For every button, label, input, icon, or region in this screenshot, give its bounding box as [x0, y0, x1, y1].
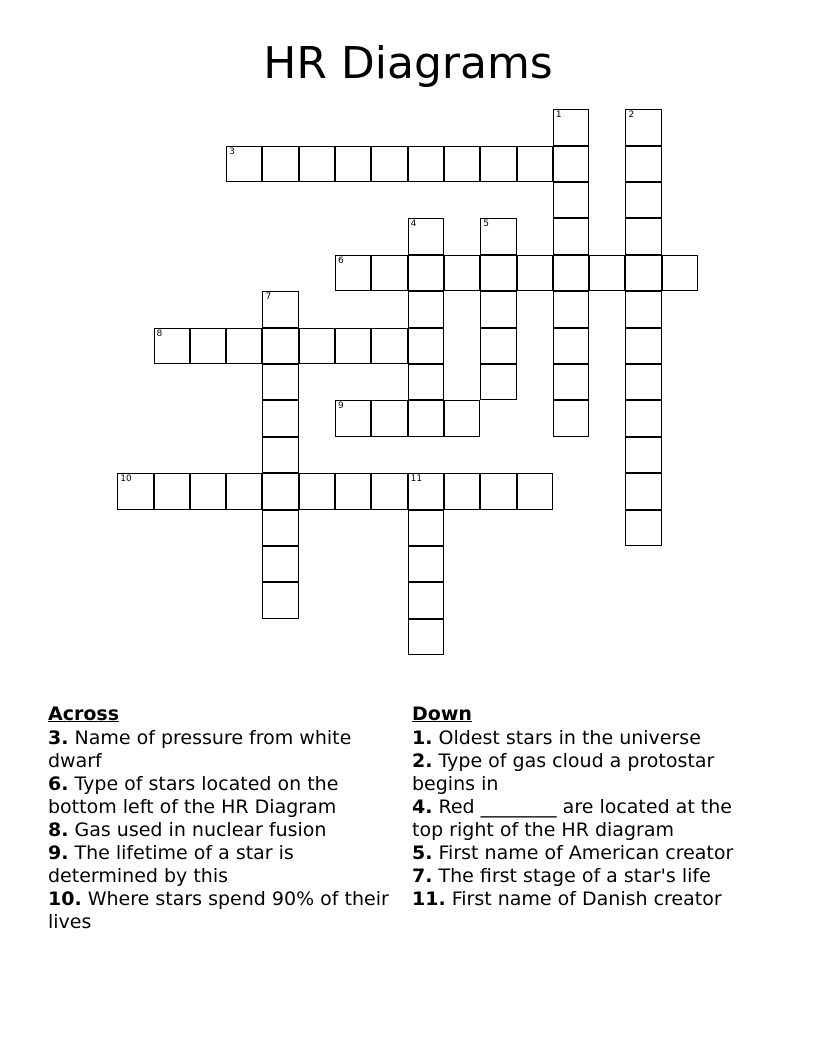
- clue-text: Type of gas cloud a protostar begins in: [412, 750, 715, 795]
- grid-cell[interactable]: [444, 473, 480, 509]
- clue-number-label: 1.: [412, 727, 433, 749]
- grid-cell[interactable]: [517, 255, 553, 291]
- grid-cell[interactable]: [625, 146, 661, 182]
- clue-number: 11: [410, 474, 423, 485]
- clue-text: Type of stars located on the bottom left of the HR Diagram: [48, 773, 339, 818]
- grid-cell[interactable]: [335, 328, 371, 364]
- across-clues: [48, 703, 398, 934]
- clue-number-label: 2.: [412, 750, 433, 772]
- down-clue: [412, 750, 762, 796]
- grid-cell[interactable]: [553, 328, 589, 364]
- grid-cell[interactable]: [553, 291, 589, 327]
- clue-text: The first stage of a star's life: [438, 865, 711, 887]
- clue-number: 4: [410, 219, 417, 230]
- grid-cell[interactable]: [408, 255, 444, 291]
- grid-cell[interactable]: [625, 182, 661, 218]
- clue-text: First name of American creator: [438, 842, 734, 864]
- clue-number-label: 10.: [48, 888, 82, 910]
- grid-cell[interactable]: [335, 473, 371, 509]
- grid-cell[interactable]: [154, 328, 190, 364]
- grid-cell[interactable]: [444, 146, 480, 182]
- grid-cell[interactable]: [335, 146, 371, 182]
- grid-cell[interactable]: [408, 619, 444, 655]
- clue-number-label: 3.: [48, 727, 69, 749]
- across-clue: [48, 842, 398, 888]
- clue-number-label: 9.: [48, 842, 69, 864]
- clue-number: 3: [229, 146, 235, 157]
- grid-cell[interactable]: [262, 328, 298, 364]
- grid-cell[interactable]: [371, 146, 407, 182]
- grid-cell[interactable]: [408, 328, 444, 364]
- grid-cell[interactable]: [625, 255, 661, 291]
- puzzle-title: HR Diagrams: [263, 38, 553, 89]
- clue-number: 2: [628, 110, 635, 121]
- grid-cell[interactable]: [480, 364, 516, 400]
- grid-cell[interactable]: [299, 146, 335, 182]
- clue-text: Gas used in nuclear fusion: [74, 819, 327, 841]
- grid-cell[interactable]: [408, 218, 444, 254]
- grid-cell[interactable]: [625, 510, 661, 546]
- grid-cell[interactable]: [625, 328, 661, 364]
- clue-text: The lifetime of a star is determined by this: [48, 842, 294, 887]
- grid-cell[interactable]: [408, 364, 444, 400]
- grid-cell[interactable]: [444, 255, 480, 291]
- grid-cell[interactable]: [371, 473, 407, 509]
- grid-cell[interactable]: [371, 400, 407, 436]
- grid-cell[interactable]: [335, 255, 371, 291]
- grid-cell[interactable]: [226, 146, 262, 182]
- grid-cell[interactable]: [662, 255, 698, 291]
- grid-cell[interactable]: [371, 328, 407, 364]
- grid-cell[interactable]: [480, 291, 516, 327]
- grid-cell[interactable]: [480, 255, 516, 291]
- grid-cell[interactable]: [154, 473, 190, 509]
- grid-cell[interactable]: [190, 473, 226, 509]
- clue-number-label: 8.: [48, 819, 69, 841]
- grid-cell[interactable]: [262, 546, 298, 582]
- clue-number: 9: [338, 401, 344, 412]
- grid-cell[interactable]: [553, 109, 589, 145]
- grid-cell[interactable]: [625, 291, 661, 327]
- clue-number: 6: [338, 255, 344, 266]
- grid-cell[interactable]: [262, 437, 298, 473]
- down-clue: [412, 842, 762, 865]
- clue-number-label: 7.: [412, 865, 433, 887]
- grid-cell[interactable]: [553, 146, 589, 182]
- grid-cell[interactable]: [226, 473, 262, 509]
- grid-cell[interactable]: [625, 109, 661, 145]
- clue-number-label: 5.: [412, 842, 433, 864]
- grid-cell[interactable]: [517, 473, 553, 509]
- clue-number: 8: [156, 328, 163, 339]
- clue-number: 1: [555, 110, 562, 121]
- clue-number: 5: [483, 219, 489, 230]
- grid-cell[interactable]: [625, 400, 661, 436]
- grid-cell[interactable]: [589, 255, 625, 291]
- grid-cell[interactable]: [553, 400, 589, 436]
- grid-cell[interactable]: [444, 400, 480, 436]
- clue-number: 7: [265, 292, 272, 303]
- clue-number: 10: [120, 474, 132, 485]
- down-clues: [412, 703, 762, 911]
- grid-cell[interactable]: [625, 364, 661, 400]
- grid-cell[interactable]: [408, 473, 444, 509]
- grid-cell[interactable]: [262, 473, 298, 509]
- grid-cell[interactable]: [625, 437, 661, 473]
- grid-cell[interactable]: [262, 510, 298, 546]
- grid-cell[interactable]: [117, 473, 153, 509]
- grid-cell[interactable]: [299, 473, 335, 509]
- grid-cell[interactable]: [517, 146, 553, 182]
- grid-cell[interactable]: [480, 328, 516, 364]
- grid-cell[interactable]: [190, 328, 226, 364]
- grid-cell[interactable]: [625, 218, 661, 254]
- grid-cell[interactable]: [408, 400, 444, 436]
- grid-cell[interactable]: [262, 364, 298, 400]
- grid-cell[interactable]: [480, 218, 516, 254]
- clue-number-label: 4.: [412, 796, 433, 818]
- clue-text: Oldest stars in the universe: [438, 727, 701, 749]
- down-clue: [412, 727, 762, 750]
- grid-cell[interactable]: [408, 291, 444, 327]
- grid-cell[interactable]: [262, 146, 298, 182]
- grid-cell[interactable]: [408, 510, 444, 546]
- across-clue: [48, 888, 398, 934]
- down-clue: [412, 888, 762, 911]
- grid-cell[interactable]: [299, 328, 335, 364]
- grid-cell[interactable]: [262, 291, 298, 327]
- grid-cell[interactable]: [408, 146, 444, 182]
- across-heading: Across: [48, 703, 120, 725]
- grid-cell[interactable]: [262, 582, 298, 618]
- clue-text: Name of pressure from white dwarf: [48, 727, 352, 772]
- grid-cell[interactable]: [335, 400, 371, 436]
- grid-cell[interactable]: [480, 473, 516, 509]
- grid-cell[interactable]: [408, 546, 444, 582]
- grid-cell[interactable]: [553, 364, 589, 400]
- clue-number-label: 11.: [412, 888, 446, 910]
- grid-cell[interactable]: [371, 255, 407, 291]
- grid-cell[interactable]: [553, 182, 589, 218]
- down-clue: [412, 865, 762, 888]
- across-clue: [48, 773, 398, 819]
- grid-cell[interactable]: [553, 255, 589, 291]
- clue-text: Red ________ are located at the top right of the HR diagram: [412, 796, 732, 841]
- clue-text: First name of Danish creator: [451, 888, 722, 910]
- grid-cell[interactable]: [408, 582, 444, 618]
- across-clue: [48, 819, 398, 842]
- clue-number-label: 6.: [48, 773, 69, 795]
- down-heading: Down: [412, 703, 472, 725]
- grid-cell[interactable]: [226, 328, 262, 364]
- grid-cell[interactable]: [553, 218, 589, 254]
- grid-cell[interactable]: [625, 473, 661, 509]
- down-clue: [412, 796, 762, 842]
- grid-cell[interactable]: [480, 146, 516, 182]
- grid-cell[interactable]: [262, 400, 298, 436]
- across-clue: [48, 727, 398, 773]
- clue-text: Where stars spend 90% of their lives: [48, 888, 389, 933]
